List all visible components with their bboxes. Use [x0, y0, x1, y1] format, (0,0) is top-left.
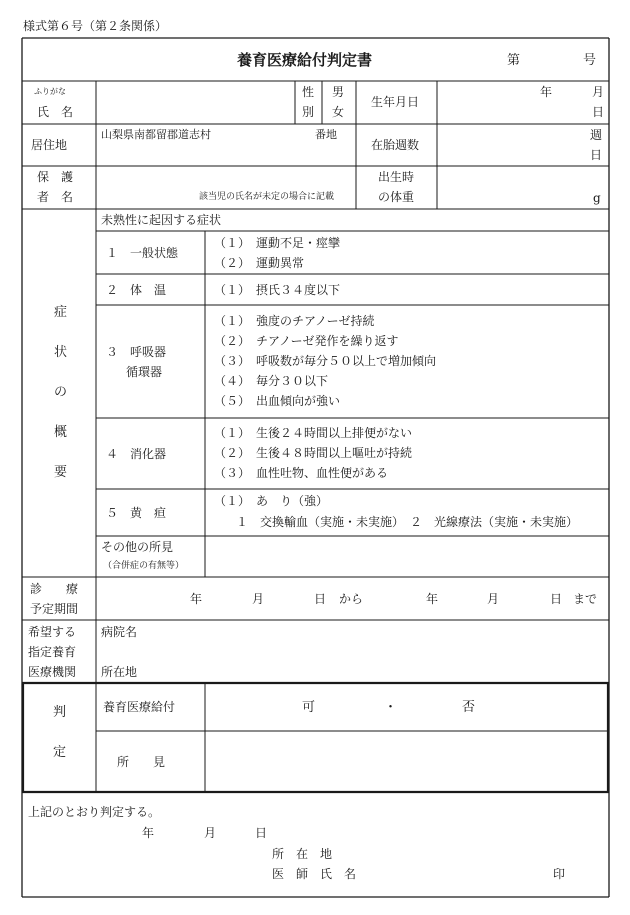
period-day-from: 日 — [314, 592, 327, 606]
gestation-day-unit: 日 — [590, 148, 603, 162]
symptom-item: （１） 生後２４時間以上排便がない — [214, 426, 413, 440]
symptom-row-name-2: 循環器 — [126, 365, 163, 379]
institution-label-2: 指定養育 — [28, 645, 77, 659]
sign-day-unit: 日 — [255, 826, 268, 840]
guardian-label-1: 保 護 — [37, 170, 74, 184]
treatment-label-2: 予定期間 — [30, 602, 79, 616]
symptoms-label-4: 概 — [54, 425, 68, 440]
period-from: から — [339, 592, 364, 606]
address-banchi: 番地 — [315, 128, 337, 141]
guardian-note: 該当児の氏名が未定の場合に記載 — [199, 192, 335, 202]
weight-unit: g — [593, 191, 601, 205]
address-label: 居住地 — [31, 138, 68, 152]
period-month-from: 月 — [252, 592, 265, 606]
birth-date-label: 生年月日 — [371, 95, 420, 109]
hospital-address-label: 所在地 — [101, 665, 138, 679]
symptom-item: （３） 血性吐物、血性便がある — [214, 466, 389, 480]
symptom-item: （１） 強度のチアノーゼ持続 — [214, 314, 375, 328]
symptom-item: （１） 摂氏３４度以下 — [214, 283, 341, 297]
symptom-row-name: １ 一般状態 — [106, 246, 179, 260]
sex-option-male[interactable]: 男 — [332, 85, 345, 99]
form-number: 様式第６号（第２条関係） — [23, 19, 168, 33]
option-deny[interactable]: 否 — [462, 700, 476, 715]
symptoms-label-5: 要 — [54, 465, 68, 480]
seal-mark: 印 — [553, 867, 566, 881]
name-label: 氏 名 — [37, 105, 74, 119]
institution-label-1: 希望する — [28, 625, 77, 639]
symptom-row-name: ２ 体 温 — [106, 283, 167, 297]
other-findings-note: （合併症の有無等） — [103, 561, 185, 571]
institution-label-3: 医療機関 — [28, 665, 77, 679]
sex-label-1: 性 — [302, 85, 315, 99]
treatment-label-1: 診 療 — [30, 582, 79, 596]
judgment-label-2: 定 — [53, 745, 67, 760]
symptom-item: （２） チアノーゼ発作を繰り返す — [214, 334, 399, 348]
symptom-row-name: ４ 消化器 — [106, 447, 167, 461]
option-approve[interactable]: 可 — [302, 700, 316, 715]
birth-year-unit: 年 — [540, 85, 553, 99]
statement: 上記のとおり判定する。 — [28, 805, 161, 819]
opinion-label: 所 見 — [117, 755, 166, 769]
birth-month-unit: 月 — [592, 85, 605, 99]
period-year-to: 年 — [426, 592, 439, 606]
symptom-row-name: ５ 黄 疸 — [106, 506, 167, 520]
other-findings-label: その他の所見 — [101, 540, 174, 554]
sign-month-unit: 月 — [204, 826, 217, 840]
sex-option-female[interactable]: 女 — [332, 105, 345, 119]
judgment-label-1: 判 — [53, 705, 67, 720]
period-to: まで — [573, 592, 598, 606]
page-title: 養育医療給付判定書 — [237, 51, 373, 69]
doc-no-prefix: 第 — [507, 53, 521, 68]
symptom-item: （１） あ り（強） — [214, 494, 329, 508]
period-year-from: 年 — [190, 592, 203, 606]
symptom-item: （２） 生後４８時間以上嘔吐が持続 — [214, 446, 413, 460]
symptom-item: （３） 呼吸数が毎分５０以上で増加傾向 — [214, 354, 437, 368]
option-separator: ・ — [384, 700, 398, 715]
symptoms-label-2: 状 — [54, 345, 68, 360]
birth-day-unit: 日 — [592, 105, 605, 119]
period-month-to: 月 — [487, 592, 500, 606]
benefit-label: 養育医療給付 — [103, 700, 176, 714]
sex-label-2: 別 — [302, 105, 315, 119]
symptoms-label-1: 症 — [54, 305, 68, 320]
sign-year-unit: 年 — [142, 826, 155, 840]
address-value: 山梨県南都留郡道志村 — [101, 128, 211, 141]
symptom-item: （２） 運動異常 — [214, 256, 305, 270]
furigana-label: ふりがな — [34, 87, 66, 96]
symptom-item: １ 交換輸血（実施・未実施） ２ 光線療法（実施・未実施） — [236, 515, 579, 529]
hospital-name-label: 病院名 — [101, 625, 138, 639]
symptom-item: （４） 毎分３０以下 — [214, 374, 329, 388]
symptoms-label-3: の — [54, 385, 68, 400]
symptoms-header: 未熟性に起因する症状 — [101, 213, 222, 227]
period-day-to: 日 — [550, 592, 563, 606]
gestation-week-unit: 週 — [590, 128, 603, 142]
guardian-label-2: 者 名 — [37, 190, 74, 204]
gestation-label: 在胎週数 — [371, 138, 420, 152]
symptom-item: （１） 運動不足・痙攣 — [214, 236, 341, 250]
doctor-name-label: 医 師 氏 名 — [272, 867, 357, 881]
symptom-row-name: ３ 呼吸器 — [106, 345, 167, 359]
location-label: 所 在 地 — [272, 847, 333, 861]
weight-label-1: 出生時 — [378, 170, 415, 184]
symptom-item: （５） 出血傾向が強い — [214, 394, 341, 408]
weight-label-2: の体重 — [378, 190, 415, 204]
doc-no-suffix: 号 — [583, 53, 597, 68]
